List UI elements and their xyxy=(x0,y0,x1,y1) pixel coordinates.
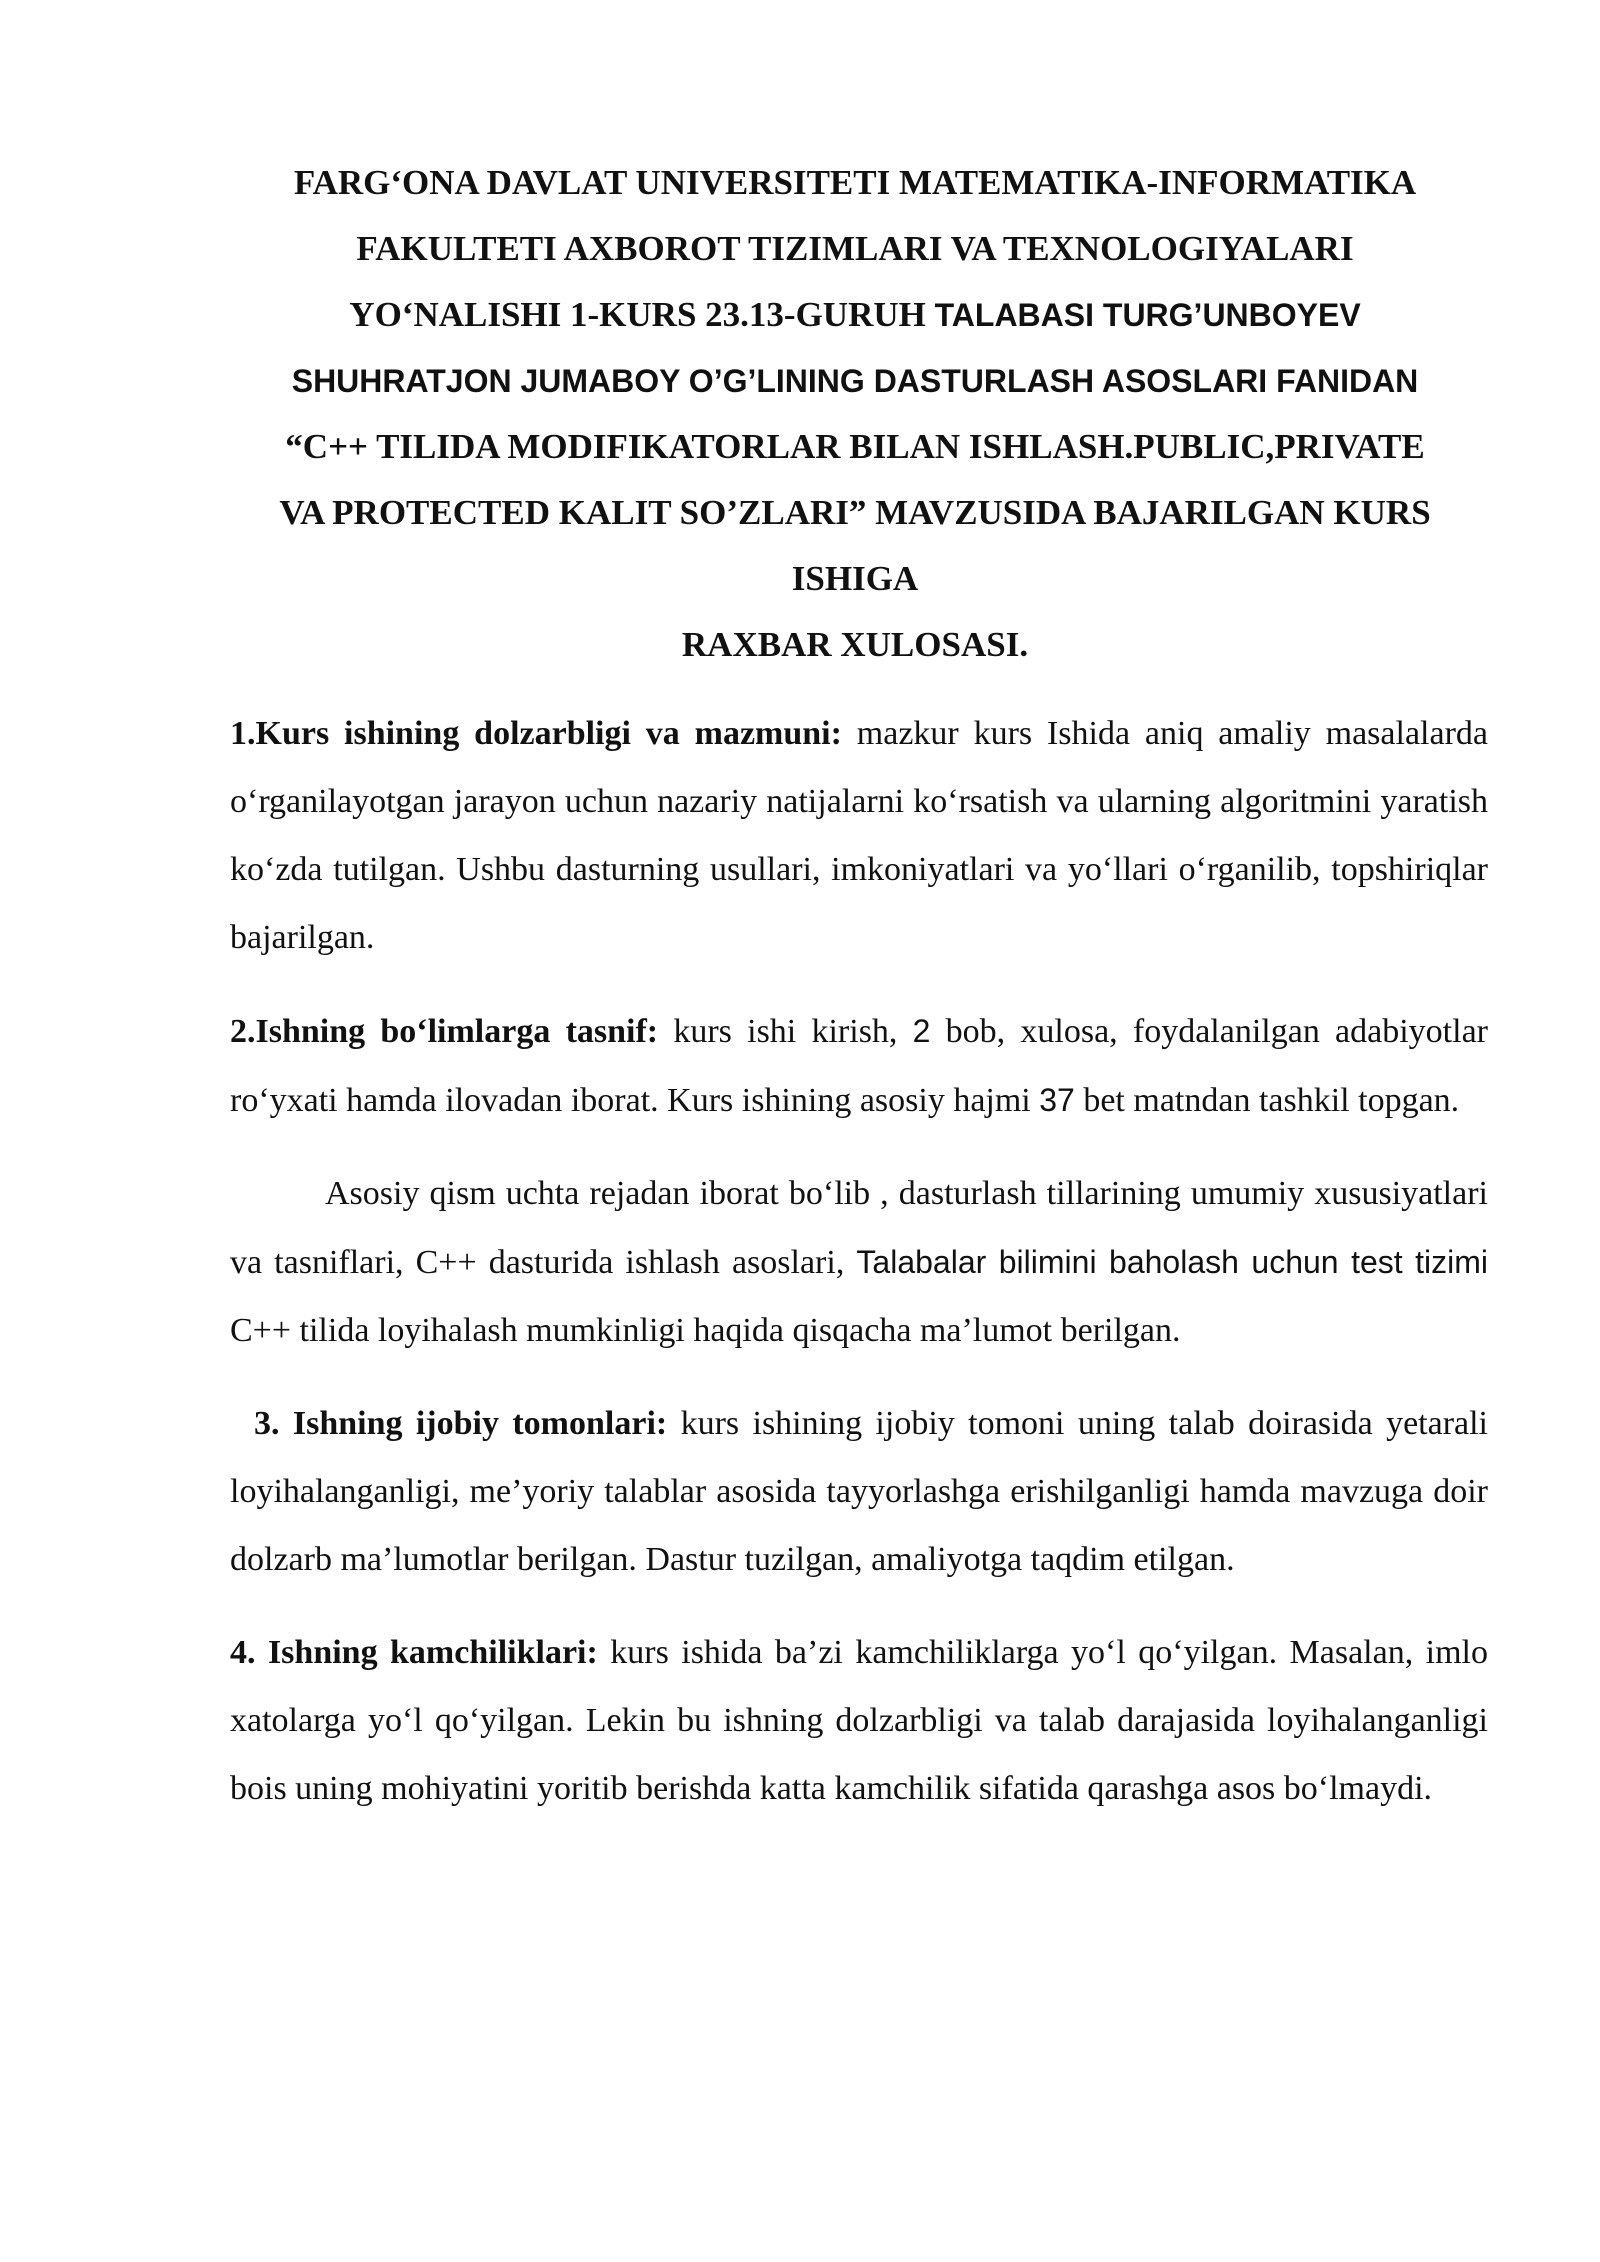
title-line-7: ISHIGA xyxy=(791,559,919,598)
document-body xyxy=(230,700,1488,1823)
section-2b-text-a: Asosiy qism uchta rejadan iborat bo‘lib , dasturlash tillarining umumiy xususiyatlari va tasniflari, C++ dasturida ishlash asoslari, xyxy=(230,1175,1488,1281)
section-1-label: 1.Kurs ishining dolzarbligi va mazmuni: xyxy=(230,715,842,752)
title-line-3 xyxy=(200,282,1510,348)
section-2b-paragraph xyxy=(230,1160,1488,1365)
section-4-paragraph xyxy=(230,1619,1488,1823)
section-2b-text-b: C++ tilida loyihalash mumkinligi haqida qisqacha ma’lumot berilgan. xyxy=(230,1312,1181,1349)
title-line-8: RAXBAR XULOSASI. xyxy=(681,625,1029,664)
title-line-2: FAKULTETI AXBOROT TIZIMLARI VA TEXNOLOGIYALARI xyxy=(356,229,1354,268)
title-line-5: “C++ TILIDA MODIFIKATORLAR BILAN ISHLASH.PUBLIC,PRIVATE xyxy=(285,427,1425,466)
section-2b-sans-text: Talabalar bilimini baholash uchun test tizimi xyxy=(856,1244,1488,1280)
section-2-label: 2.Ishning bo‘limlarga tasnif: xyxy=(230,1013,659,1050)
section-2-number-b: 37 xyxy=(1039,1082,1075,1118)
section-3-text: kurs ishining ijobiy tomoni uning talab doirasida yetarali loyihalanganligi, me’yoriy talablar asosida tayyorlashga erishilganligi hamda mavzuga doir dolzarb ma’lumotlar berilgan. Dastur tuzilgan, amaliyotga taqdim etilgan. xyxy=(230,1405,1489,1578)
section-2-text-c: bet matndan tashkil topgan. xyxy=(1074,1082,1460,1119)
section-3-label: 3. Ishning ijobiy tomonlari: xyxy=(254,1405,668,1442)
title-line-1: FARG‘ONA DAVLAT UNIVERSITETI MATEMATIKA-INFORMATIKA xyxy=(293,163,1417,202)
section-1-text: mazkur kurs Ishida aniq amaliy masalalarda o‘rganilayotgan jarayon uchun nazariy natijalarni ko‘rsatish va ularning algoritmini yaratish ko‘zda tutilgan. Ushbu dasturning usullari, imkoniyatlari va yo‘llari o‘rganilib, topshiriqlar bajarilgan. xyxy=(230,715,1488,956)
section-3-paragraph xyxy=(230,1390,1488,1594)
section-4-label: 4. Ishning kamchiliklari: xyxy=(230,1634,598,1671)
document-title xyxy=(200,150,1510,678)
section-2-text-a: kurs ishi kirish, xyxy=(658,1013,913,1050)
title-line-3-sans: TALABASI TURG’UNBOYEV xyxy=(934,297,1361,333)
title-line-3-serif: YO‘NALISHI 1-KURS 23.13-GURUH xyxy=(349,295,935,334)
title-line-6: VA PROTECTED KALIT SO’ZLARI” MAVZUSIDA BAJARILGAN KURS xyxy=(279,493,1431,532)
section-4-text: kurs ishida ba’zi kamchiliklarga yo‘l qo‘yilgan. Masalan, imlo xatolarga yo‘l qo‘yilgan. Lekin bu ishning dolzarbligi va talab darajasida loyihalanganligi bois uning mohiyatini yoritib berishda katta kamchilik sifatida qarashga asos bo‘lmaydi. xyxy=(230,1634,1488,1807)
section-1-paragraph xyxy=(230,700,1488,972)
title-line-4: SHUHRATJON JUMABOY O’G’LINING DASTURLASH ASOSLARI FANIDAN xyxy=(291,363,1419,399)
section-2-paragraph xyxy=(230,997,1488,1135)
section-2-number-a: 2 xyxy=(912,1013,931,1049)
section-2-text-b: bob, xulosa, foydalanilgan adabiyotlar ro‘yxati hamda ilovadan iborat. Kurs ishining asosiy hajmi xyxy=(230,1013,1488,1119)
